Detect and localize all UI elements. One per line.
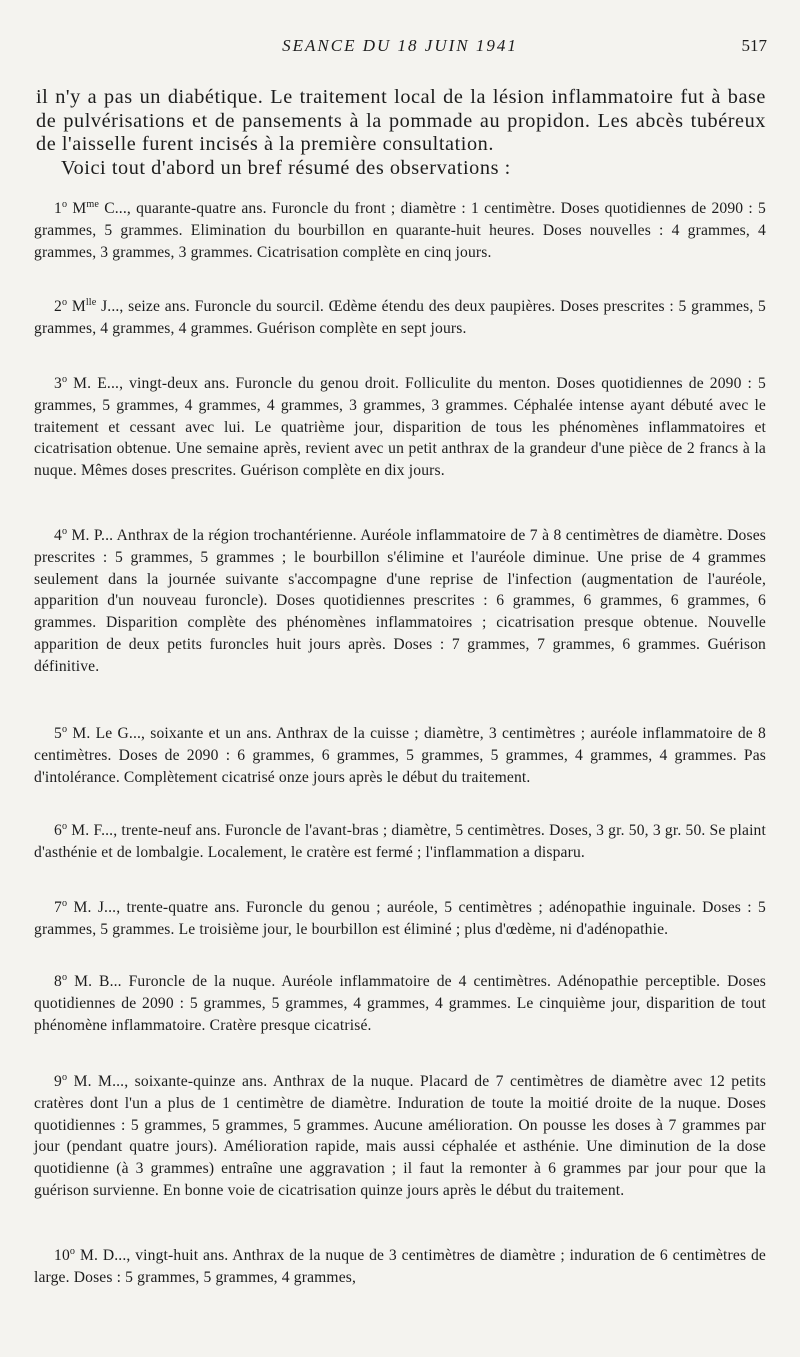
obs-title: M: [72, 200, 87, 217]
obs-text: M..., soixante-quinze ans. Anthrax de la nuque. Placard de 7 centimètres de diamètre avec 12 petits cratères dont l'un a plus de 1 centimètre de diamètre. Induration de toute la moitié droite de la nuque. Doses quotidiennes : 5 grammes, 5 grammes, 5 grammes. Aucune amélioration. On pousse les doses à 7 grammes par jour (pendant quatre jours). Amélioration rapide, mais aussi céphalée et asthénie. Une diminution de la dose quotidienne (à 3 grammes) entraîne une aggravation ; il faut la remonter à 6 grammes par jour pour que la guérison survienne. En bonne voie de cicatrisation quinze jours après le début du traitement.: [34, 1073, 766, 1199]
obs-text: J..., trente-quatre ans. Furoncle du genou ; auréole, 5 centimètres ; adénopathie inguinale. Doses : 5 grammes, 5 grammes. Le troisième jour, le bourbillon est éliminé ; plus d'œdème, ni d'adénopathie.: [34, 899, 766, 938]
obs-number-sup: o: [61, 723, 68, 735]
obs-title: M.: [73, 375, 92, 392]
page-number: 517: [741, 36, 767, 55]
obs-title: M.: [74, 973, 93, 990]
observation-8: [34, 971, 766, 1036]
observation-5: [34, 723, 766, 788]
obs-title: M.: [71, 822, 90, 839]
obs-number: 5: [54, 725, 62, 742]
obs-title: M.: [73, 899, 92, 916]
obs-number: 9: [54, 1073, 62, 1090]
obs-number: 10: [54, 1247, 70, 1264]
obs-number: 8: [54, 973, 62, 990]
obs-title: M.: [73, 1073, 92, 1090]
intro-paragraph: il n'y a pas un diabétique. Le traitement local de la lésion inflammatoire fut à base de pulvérisations et de pansements à la pommade au propidon. Les abcès tubéreux de l'aisselle furent incisés à la première consultation.: [36, 86, 766, 156]
observation-9: [34, 1071, 766, 1202]
obs-text: J..., seize ans. Furoncle du sourcil. Œdème étendu des deux paupières. Doses prescrites : 5 grammes, 5 grammes, 4 grammes, 4 grammes. Guérison complète en sept jours.: [34, 298, 766, 337]
obs-text: B... Furoncle de la nuque. Auréole inflammatoire de 4 centimètres. Adénopathie perceptible. Doses quotidiennes de 2090 : 5 grammes, 5 grammes, 4 grammes, 4 grammes. Le cinquième jour, disparition de tout phénomène inflammatoire. Cratère presque cicatrisé.: [34, 973, 766, 1034]
obs-number: 4: [54, 527, 62, 544]
obs-text: E..., vingt-deux ans. Furoncle du genou droit. Folliculite du menton. Doses quotidiennes de 2090 : 5 grammes, 5 grammes, 4 grammes, 4 grammes, 3 grammes, 3 grammes. Céphalée intense ayant débuté avec le traitement et cessant avec lui. Le quatrième jour, disparition de tous les phénomènes inflammatoires et cicatrisation obtenue. Une semaine après, revient avec un petit anthrax de la grandeur d'une pièce de 2 francs à la nuque. Mêmes doses prescrites. Guérison complète en dix jours.: [34, 375, 766, 480]
obs-number-sup: o: [61, 1071, 68, 1083]
obs-number: 7: [54, 899, 62, 916]
obs-number: 2: [54, 298, 62, 315]
obs-title-sup: me: [86, 198, 100, 210]
obs-number-sup: o: [69, 1245, 76, 1257]
obs-text: F..., trente-neuf ans. Furoncle de l'avant-bras ; diamètre, 5 centimètres. Doses, 3 gr. 50, 3 gr. 50. Se plaint d'asthénie et de lombalgie. Localement, le cratère est fermé ; l'inflammation a disparu.: [34, 822, 766, 861]
obs-title-sup: lle: [85, 296, 97, 308]
running-header: [0, 36, 800, 60]
observation-1: [34, 198, 766, 263]
obs-number-sup: o: [61, 198, 68, 210]
obs-text: P... Anthrax de la région trochantérienne. Auréole inflammatoire de 7 à 8 centimètres de diamètre. Doses prescrites : 5 grammes, 5 grammes ; le bourbillon s'élimine et l'auréole diminue. Une prise de 4 grammes seulement dans la journée suivante s'accompagne d'une reprise de l'infection (augmentation de l'auréole, apparition d'un nouveau furoncle). Doses quotidiennes prescrites : 6 grammes, 6 grammes, 6 grammes, 6 grammes. Disparition complète des phénomènes inflammatoires ; cicatrisation presque obtenue. Nouvelle apparition de deux petits furoncles huit jours après. Doses : 7 grammes, 7 grammes, 6 grammes. Guérison définitive.: [34, 527, 766, 675]
observation-2: [34, 296, 766, 340]
obs-number-sup: o: [61, 971, 68, 983]
obs-number: 1: [54, 200, 62, 217]
observation-4: [34, 525, 766, 678]
obs-title: M: [71, 298, 86, 315]
obs-title: M.: [72, 725, 91, 742]
intro-lead: [36, 157, 766, 181]
obs-number-sup: o: [61, 525, 68, 537]
obs-number-sup: o: [61, 820, 68, 832]
obs-title: M.: [79, 1247, 99, 1264]
obs-number: 3: [54, 375, 62, 392]
obs-text: D..., vingt-huit ans. Anthrax de la nuque de 3 centimètres de diamètre ; induration de 6 centimètres de large. Doses : 5 grammes, 5 grammes, 4 grammes,: [34, 1247, 766, 1286]
running-title: SEANCE DU 18 JUIN 1941: [282, 36, 518, 55]
obs-text: C..., quarante-quatre ans. Furoncle du front ; diamètre : 1 centimètre. Doses quotidiennes de 2090 : 5 grammes, 5 grammes. Elimination du bourbillon en quarante-huit heures. Doses nouvelles : 4 grammes, 4 grammes, 3 grammes, 3 grammes. Cicatrisation complète en cinq jours.: [34, 200, 766, 261]
observation-10: [34, 1245, 766, 1289]
obs-number-sup: o: [61, 897, 68, 909]
obs-number-sup: o: [61, 296, 68, 308]
intro-text: [36, 86, 766, 180]
obs-text: Le G..., soixante et un ans. Anthrax de la cuisse ; diamètre, 3 centimètres ; auréole inflammatoire de 8 centimètres. Doses de 2090 : 6 grammes, 6 grammes, 5 grammes, 5 grammes, 4 grammes, 4 grammes. Pas d'intolérance. Complètement cicatrisé onze jours après le début du traitement.: [34, 725, 766, 786]
observation-7: [34, 897, 766, 941]
obs-number-sup: o: [61, 373, 68, 385]
obs-title: M.: [71, 527, 90, 544]
intro-lead-text: Voici tout d'abord un bref résumé des observations :: [61, 156, 511, 179]
obs-number: 6: [54, 822, 62, 839]
observation-6: [34, 820, 766, 864]
observation-3: [34, 373, 766, 482]
